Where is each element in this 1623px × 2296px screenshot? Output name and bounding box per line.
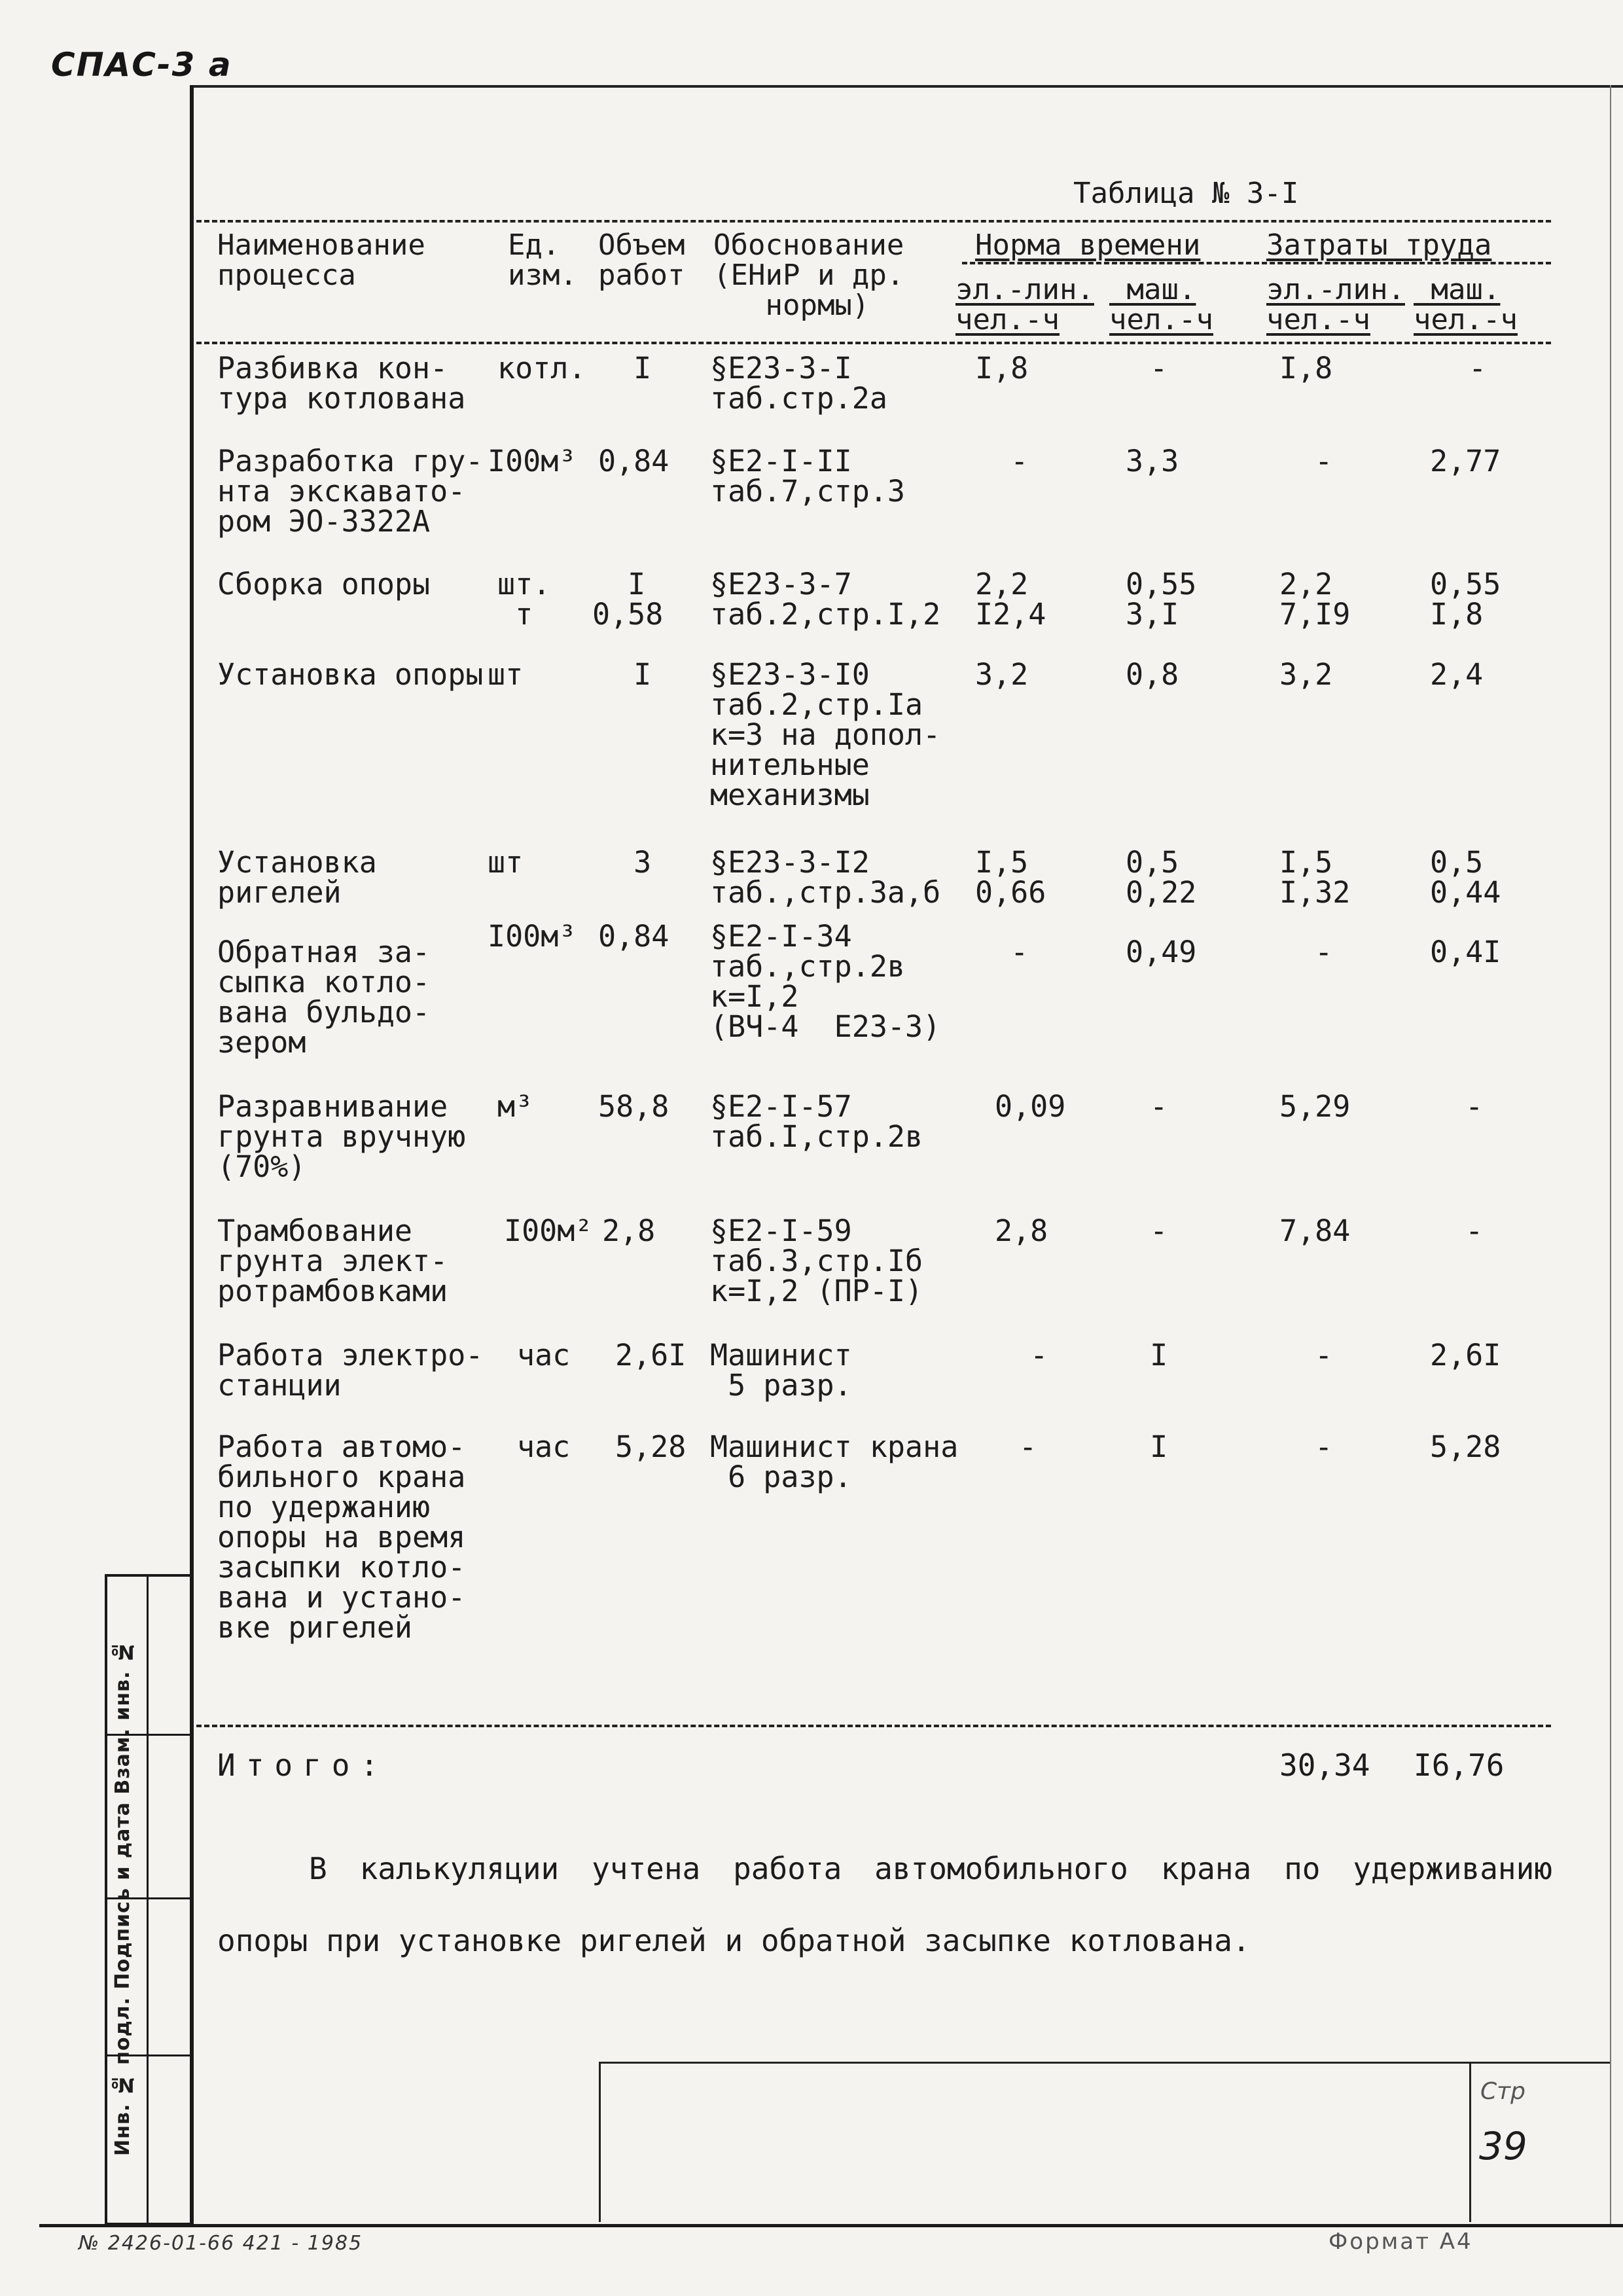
row-labor-mash: 2,4 xyxy=(1430,657,1484,692)
format-label: Формат А4 xyxy=(1329,2229,1473,2255)
stamp-divider xyxy=(147,1577,149,2223)
row-labor-el: - xyxy=(1279,1429,1333,1464)
col-header-volume: Объем работ xyxy=(598,228,685,292)
row-norm-mash: I xyxy=(1132,1338,1168,1372)
row-unit: I00м³ xyxy=(488,444,577,478)
row-labor-mash: - xyxy=(1433,351,1487,386)
row-norm-mash: 0,55 3,I xyxy=(1126,567,1197,632)
document-code: СПАС-3 а xyxy=(51,46,232,84)
row-volume: 58,8 xyxy=(598,1089,669,1124)
total-top-rule xyxy=(196,1725,1551,1727)
row-basis: §Е2-I-34 таб.,стр.2в к=I,2 (ВЧ-4 Е23-3) xyxy=(710,919,941,1044)
inventory-note: № 2426-01-66 421 - 1985 xyxy=(79,2232,363,2255)
calculation-note: В калькуляции учтена работа автомобильного крана по удерживанию опоры при установке ригелей и обратной засыпке котлована. xyxy=(217,1851,1552,1958)
row-norm-mash: 0,8 xyxy=(1126,657,1179,692)
row-name: Обратная за- сыпка котло- вана бульдо- зером xyxy=(217,935,431,1060)
row-labor-mash: 0,5 0,44 xyxy=(1430,845,1501,910)
row-norm-el: I,5 0,66 xyxy=(975,845,1046,910)
row-labor-el: I,5 I,32 xyxy=(1279,845,1351,910)
row-name: Установка опоры xyxy=(217,657,484,692)
total-labor-mash: I6,76 xyxy=(1414,1748,1505,1783)
col-header-norm-time: Норма времени xyxy=(975,228,1201,262)
row-labor-mash: 2,77 xyxy=(1430,444,1501,478)
row-volume: I 0,58 xyxy=(592,567,664,632)
row-labor-el: 5,29 xyxy=(1279,1089,1351,1124)
row-basis: Машинист 5 разр. xyxy=(710,1338,852,1403)
col-header-name: Наименование процесса xyxy=(217,228,425,292)
row-norm-mash: 3,3 xyxy=(1126,444,1179,478)
row-unit: шт. т xyxy=(497,567,551,632)
row-norm-mash: I xyxy=(1132,1429,1168,1464)
header-mid-rule xyxy=(962,262,1551,264)
row-name: Разработка гру- нта экскавато- ром ЭО-3322А xyxy=(217,444,484,539)
row-unit: шт xyxy=(488,845,524,880)
col-header-labor: Затраты труда xyxy=(1266,228,1492,262)
row-labor-el: I,8 xyxy=(1279,351,1333,386)
row-norm-mash: - xyxy=(1132,351,1168,386)
row-volume: I xyxy=(598,657,652,692)
row-basis: §Е23-3-7 таб.2,стр.I,2 xyxy=(710,567,941,632)
frame-top-line xyxy=(190,85,1623,88)
subheader-norm-mash: маш. чел.-ч xyxy=(1109,273,1213,336)
row-labor-mash: 5,28 xyxy=(1430,1429,1501,1464)
table-caption: Таблица № 3-I xyxy=(1073,177,1299,210)
row-unit: I00м² xyxy=(504,1213,593,1248)
row-name: Работа электро- станции xyxy=(217,1338,484,1403)
row-norm-mash: - xyxy=(1132,1213,1168,1248)
stamp-text: Инв. № подл. Подпись и дата Взам. инв. № xyxy=(111,1640,134,2157)
col-header-basis: Обоснование (ЕНиР и др. нормы) xyxy=(713,228,904,322)
subheader-labor-el: эл.-лин. чел.-ч xyxy=(1266,273,1405,336)
row-basis: §Е2-I-59 таб.3,стр.Iб к=I,2 (ПР-I) xyxy=(710,1213,923,1308)
row-norm-mash: 0,49 xyxy=(1126,935,1197,969)
header-bottom-rule xyxy=(196,342,1551,344)
row-unit: м³ xyxy=(497,1089,533,1124)
row-labor-el: 3,2 xyxy=(1279,657,1333,692)
row-name: Разбивка кон- тура котлована xyxy=(217,351,466,416)
frame-right-line xyxy=(1610,85,1611,2225)
col-header-unit: Ед. изм. xyxy=(508,228,577,292)
frame-left-line xyxy=(190,85,194,2225)
row-labor-el: - xyxy=(1279,935,1333,969)
subheader-labor-mash: маш. чел.-ч xyxy=(1414,273,1518,336)
row-unit: час xyxy=(517,1338,571,1372)
row-volume: 5,28 xyxy=(615,1429,687,1464)
row-unit: час xyxy=(517,1429,571,1464)
row-volume: 2,8 xyxy=(602,1213,656,1248)
total-label: Итого: xyxy=(217,1748,389,1783)
row-norm-mash: 0,5 0,22 xyxy=(1126,845,1197,910)
row-basis: Машинист крана 6 разр. xyxy=(710,1429,959,1494)
row-norm-el: - xyxy=(975,935,1029,969)
row-name: Установка ригелей xyxy=(217,845,377,910)
row-norm-el: - xyxy=(1001,1429,1037,1464)
row-labor-mash: 2,6I xyxy=(1430,1338,1501,1372)
row-basis: §Е2-I-57 таб.I,стр.2в xyxy=(710,1089,923,1154)
page-number: 39 xyxy=(1479,2124,1527,2168)
row-norm-el: - xyxy=(975,444,1029,478)
row-name: Трамбование грунта элект- ротрамбовками xyxy=(217,1213,448,1308)
row-labor-el: - xyxy=(1279,444,1333,478)
row-norm-mash: - xyxy=(1132,1089,1168,1124)
row-norm-el: - xyxy=(995,1338,1048,1372)
row-norm-el: 3,2 xyxy=(975,657,1029,692)
total-labor-el: 30,34 xyxy=(1279,1748,1370,1783)
row-volume: 0,84 xyxy=(598,919,669,954)
row-unit: котл. xyxy=(497,351,586,386)
row-norm-el: 2,2 I2,4 xyxy=(975,567,1046,632)
row-labor-el: 7,84 xyxy=(1279,1213,1351,1248)
row-labor-mash: 0,55 I,8 xyxy=(1430,567,1501,632)
page-label: Стр xyxy=(1480,2078,1525,2105)
row-volume: I xyxy=(598,351,652,386)
title-block xyxy=(599,2062,1610,2222)
row-labor-el: 2,2 7,I9 xyxy=(1279,567,1351,632)
row-basis: §Е23-3-I2 таб.,стр.3а,б xyxy=(710,845,941,910)
row-labor-mash: - xyxy=(1430,1089,1484,1124)
row-name: Разравнивание грунта вручную (70%) xyxy=(217,1089,466,1184)
row-unit: I00м³ xyxy=(488,919,577,954)
row-unit: шт xyxy=(488,657,524,692)
row-name: Работа автомо- бильного крана по удержанию опоры на время засыпки котло- вана и устано- вке ригелей xyxy=(217,1429,466,1645)
row-labor-el: - xyxy=(1279,1338,1333,1372)
row-volume: 2,6I xyxy=(615,1338,687,1372)
row-name: Сборка опоры xyxy=(217,567,431,601)
row-volume: 3 xyxy=(598,845,652,880)
row-basis: §Е23-3-I0 таб.2,стр.Iа к=3 на допол- нительные механизмы xyxy=(710,657,941,812)
row-basis: §Е23-3-I таб.стр.2а xyxy=(710,351,887,416)
row-labor-mash: - xyxy=(1430,1213,1484,1248)
header-top-rule xyxy=(196,220,1551,223)
row-norm-el: 0,09 xyxy=(995,1089,1066,1124)
subheader-norm-el: эл.-лин. чел.-ч xyxy=(955,273,1094,336)
row-basis: §Е2-I-II таб.7,стр.3 xyxy=(710,444,906,509)
row-volume: 0,84 xyxy=(598,444,669,478)
row-labor-mash: 0,4I xyxy=(1430,935,1501,969)
row-norm-el: I,8 xyxy=(975,351,1029,386)
row-norm-el: 2,8 xyxy=(995,1213,1048,1248)
frame-bottom-line xyxy=(39,2224,1623,2227)
